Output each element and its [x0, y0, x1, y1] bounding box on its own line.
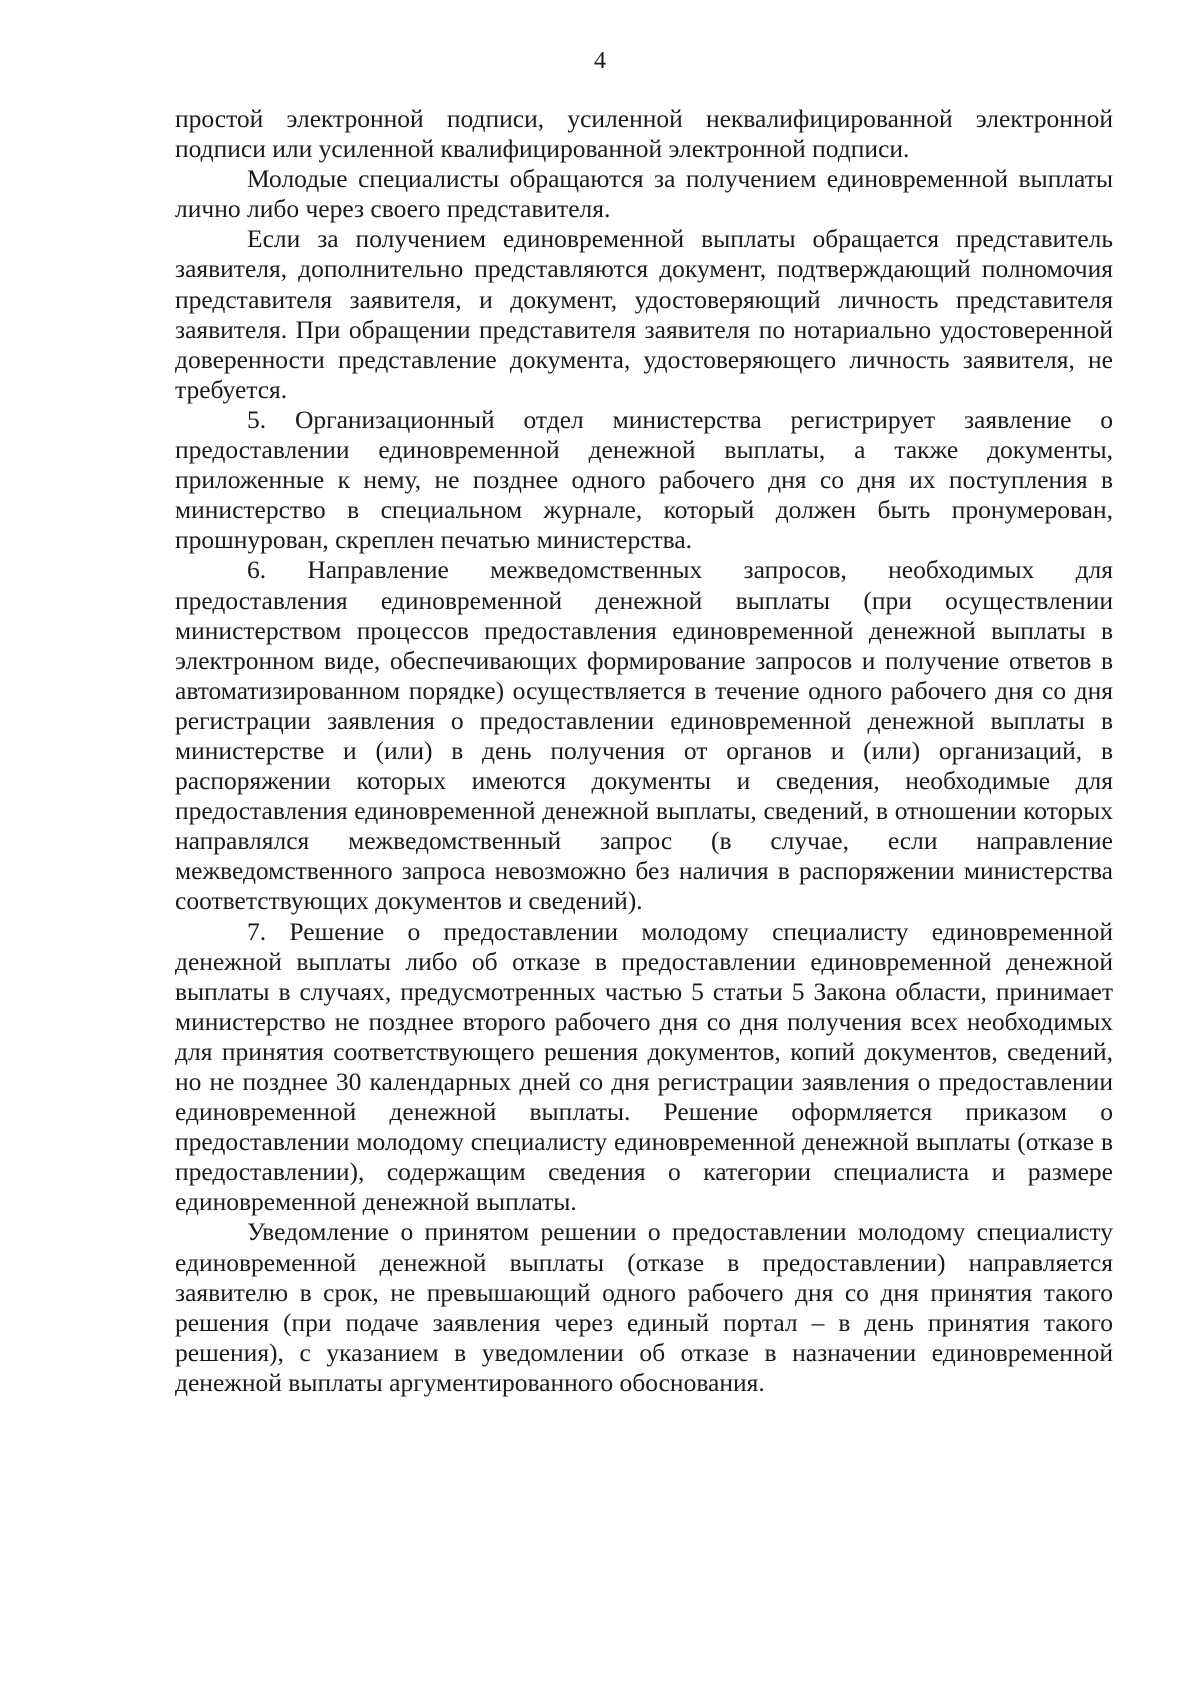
paragraph-young-specialists: Молодые специалисты обращаются за получением единовременной выплаты лично либо через своего представителя. [175, 164, 1113, 224]
page-number: 4 [594, 48, 606, 74]
paragraph-item-6: 6. Направление межведомственных запросов, необходимых для предоставления единовременной денежной выплаты (при осуществлении министерством процессов предоставления единовременной денежной выплаты в электронном виде, обеспечивающих формирование запросов и получение ответов в автоматизированном порядке) осуществляется в течение одного рабочего дня со дня регистрации заявления о предоставлении единовременной денежной выплаты в министерстве и (или) в день получения от органов и (или) организаций, в распоряжении которых имеются документы и сведения, необходимые для предоставления единовременной денежной выплаты, сведений, в отношении которых направлялся межведомственный запрос (в случае, если направление межведомственного запроса невозможно без наличия в распоряжении министерства соответствующих документов и сведений). [175, 555, 1113, 916]
paragraph-item-7: 7. Решение о предоставлении молодому специалисту единовременной денежной выплаты либо об отказе в предоставлении единовременной денежной выплаты в случаях, предусмотренных частью 5 статьи 5 Закона области, принимает министерство не позднее второго рабочего дня со дня получения всех необходимых для принятия соответствующего решения документов, копий документов, сведений, но не позднее 30 календарных дней со дня регистрации заявления о предоставлении единовременной денежной выплаты. Решение оформляется приказом о предоставлении молодому специалисту единовременной денежной выплаты (отказе в предоставлении), содержащим сведения о категории специалиста и размере единовременной денежной выплаты. [175, 916, 1113, 1217]
paragraph-representative: Если за получением единовременной выплаты обращается представитель заявителя, дополнительно представляются документ, подтверждающий полномочия представителя заявителя, и документ, удостоверяющий личность представителя заявителя. При обращении представителя заявителя по нотариально удостоверенной доверенности представление документа, удостоверяющего личность заявителя, не требуется. [175, 224, 1113, 404]
paragraph-item-5: 5. Организационный отдел министерства регистрирует заявление о предоставлении единовременной денежной выплаты, а также документы, приложенные к нему, не позднее одного рабочего дня со дня их поступления в министерство в специальном журнале, который должен быть пронумерован, прошнурован, скреплен печатью министерства. [175, 404, 1113, 555]
paragraph-notification: Уведомление о принятом решении о предоставлении молодому специалисту единовременной денежной выплаты (отказе в предоставлении) направляется заявителю в срок, не превышающий одного рабочего дня со дня принятия такого решения (при подаче заявления через единый портал – в день принятия такого решения), с указанием в уведомлении об отказе в назначении единовременной денежной выплаты аргументированного обоснования. [175, 1217, 1113, 1397]
paragraph-signature-types: простой электронной подписи, усиленной неквалифицированной электронной подписи или усиленной квалифицированной электронной подписи. [175, 104, 1113, 164]
document-body [175, 104, 1113, 1398]
